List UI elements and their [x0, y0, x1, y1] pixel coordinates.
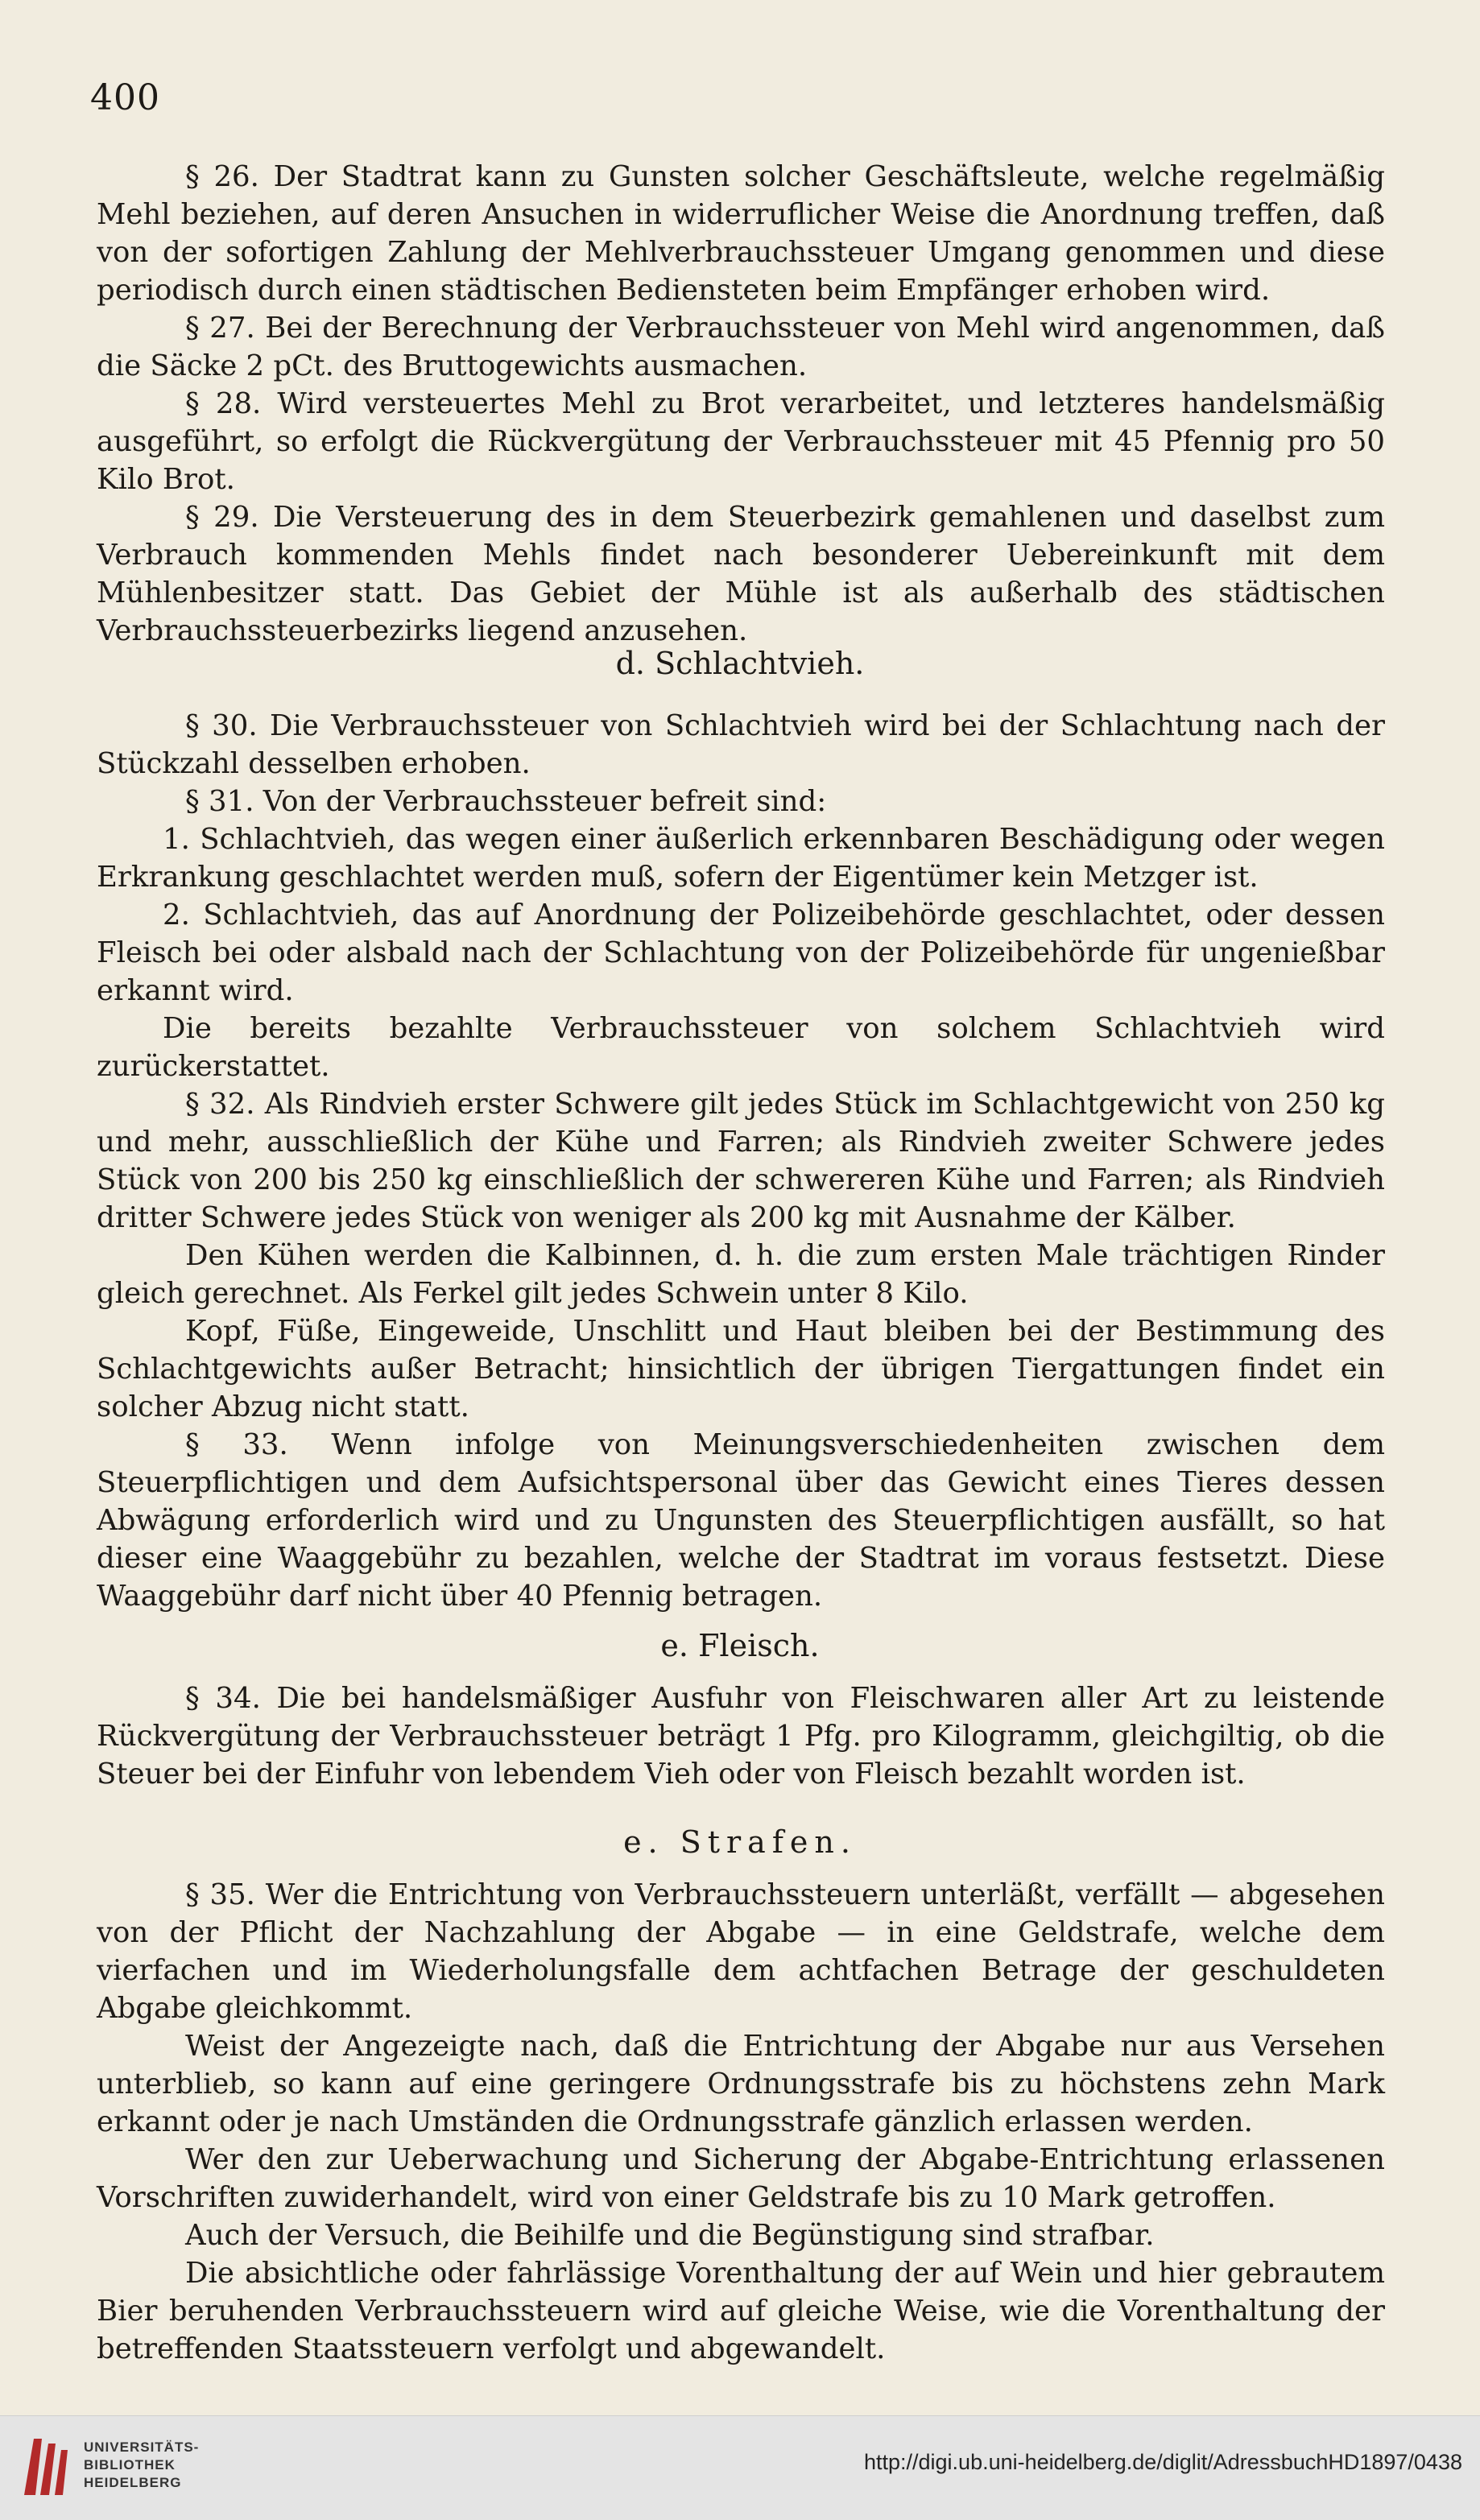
- paragraph-refund: Die bereits bezahlte Verbrauchssteuer von solchem Schlachtvieh wird zurückerstattet.: [97, 1012, 1385, 1083]
- heading-strafen: e. Strafen.: [623, 1824, 857, 1860]
- paragraph-30: § 30. Die Verbrauchssteuer von Schlachtvieh wird bei der Schlachtung nach der Stückzahl desselben erhoben.: [97, 709, 1385, 780]
- library-logo-text: [84, 2439, 199, 2492]
- paragraph-35-vorenthaltung: Die absichtliche oder fahrlässige Vorenthaltung der auf Wein und hier gebrautem Bier beruhenden Verbrauchssteuern wird auf gleiche Weise, wie die Vorenthaltung der betreffenden Staatssteuern verfolgt und abgewandelt.: [97, 2257, 1385, 2365]
- paragraph-31: § 31. Von der Verbrauchssteuer befreit sind:: [185, 785, 827, 818]
- logo-line-1: UNIVERSITÄTS-: [84, 2439, 200, 2455]
- section-block-mehl: [97, 158, 1385, 650]
- paragraph-33: § 33. Wenn infolge von Meinungsverschiedenheiten zwischen dem Steuerpflichtigen und dem Aufsichtspersonal über das Gewicht eines Tieres dessen Abwägung erforderlich wird und zu Ungunsten des Steuerpflichtigen ausfällt, so hat dieser eine Waaggebühr zu bezahlen, welche der Stadtrat im voraus festsetzt. Diese Waaggebühr darf nicht über 40 Pfennig betragen.: [97, 1428, 1385, 1613]
- paragraph-34: § 34. Die bei handelsmäßiger Ausfuhr von Fleischwaren aller Art zu leistende Rückvergütung der Verbrauchssteuer beträgt 1 Pfg. pro Kilogramm, gleichgiltig, ob die Steuer bei der Einfuhr von lebendem Vieh oder von Fleisch bezahlt worden ist.: [97, 1682, 1385, 1791]
- heading-schlachtvieh: d. Schlachtvieh.: [615, 646, 865, 681]
- paragraph-35: § 35. Wer die Entrichtung von Verbrauchssteuern unterläßt, verfällt — abgesehen von der Pflicht der Nachzahlung der Abgabe — in eine Geldstrafe, welche dem vierfachen und im Wiederholungsfalle dem achtfachen Betrage der geschuldeten Abgabe gleichkommt.: [97, 1878, 1385, 2025]
- paragraph-27: § 27. Bei der Berechnung der Verbrauchssteuer von Mehl wird angenommen, daß die Säcke 2 pCt. des Bruttogewichts ausmachen.: [97, 312, 1385, 382]
- paragraph-35-vorschriften: Wer den zur Ueberwachung und Sicherung der Abgabe-Entrichtung erlassenen Vorschriften zuwiderhandelt, wird von einer Geldstrafe bis zu 10 Mark getroffen.: [97, 2143, 1385, 2214]
- list-item-2: 2. Schlachtvieh, das auf Anordnung der Polizeibehörde geschlachtet, oder dessen Fleisch bei oder alsbald nach der Schlachtung von der Polizeibehörde für ungenießbar erkannt wird.: [97, 899, 1385, 1007]
- paragraph-32-kopf: Kopf, Füße, Eingeweide, Unschlitt und Haut bleiben bei der Bestimmung des Schlachtgewichts außer Betracht; hinsichtlich der übrigen Tiergattungen findet ein solcher Abzug nicht statt.: [97, 1315, 1385, 1423]
- list-item-1: 1. Schlachtvieh, das wegen einer äußerlich erkennbaren Beschädigung oder wegen Erkrankung geschlachtet werden muß, sofern der Eigentümer kein Metzger ist.: [97, 823, 1385, 894]
- logo-line-3: HEIDELBERG: [84, 2475, 182, 2490]
- section-block-fleisch: [97, 1679, 1385, 1793]
- paragraph-35-versehen: Weist der Angezeigte nach, daß die Entrichtung der Abgabe nur aus Versehen unterblieb, so kann auf eine geringere Ordnungsstrafe bis zu höchstens zehn Mark erkannt oder je nach Umständen die Ordnungsstrafe gänzlich erlassen werden.: [97, 2030, 1385, 2138]
- university-seal-icon: [18, 2432, 74, 2501]
- source-url-link[interactable]: http://digi.ub.uni-heidelberg.de/diglit/AdressbuchHD1897/0438: [863, 2450, 1462, 2474]
- paragraph-29: § 29. Die Versteuerung des in dem Steuerbezirk gemahlenen und daselbst zum Verbrauch kommenden Mehls findet nach besonderer Uebereinkunft mit dem Mühlenbesitzer statt. Das Gebiet der Mühle ist als außerhalb des städtischen Verbrauchssteuerbezirks liegend anzusehen.: [97, 501, 1385, 647]
- heading-fleisch: e. Fleisch.: [660, 1628, 820, 1663]
- section-block-schlachtvieh: [97, 707, 1385, 1615]
- paragraph-35-versuch: Auch der Versuch, die Beihilfe und die Begünstigung sind strafbar.: [185, 2219, 1155, 2252]
- viewer-footer: [0, 2415, 1480, 2520]
- paragraph-26: § 26. Der Stadtrat kann zu Gunsten solcher Geschäftsleute, welche regelmäßig Mehl beziehen, auf deren Ansuchen in widerruflicher Weise die Anordnung treffen, daß von der sofortigen Zahlung der Mehlverbrauchssteuer Umgang genommen und diese periodisch durch einen städtischen Bediensteten beim Empfänger erhoben wird.: [97, 160, 1385, 307]
- paragraph-32: § 32. Als Rindvieh erster Schwere gilt jedes Stück im Schlachtgewicht von 250 kg und mehr, ausschließlich der Kühe und Farren; als Rindvieh zweiter Schwere jedes Stück von 200 bis 250 kg einschließlich der schwereren Kühe und Farren; als Rindvieh dritter Schwere jedes Stück von weniger als 200 kg mit Ausnahme der Kälber.: [97, 1088, 1385, 1234]
- paragraph-28: § 28. Wird versteuertes Mehl zu Brot verarbeitet, und letzteres handelsmäßig ausgeführt, so erfolgt die Rückvergütung der Verbrauchssteuer mit 45 Pfennig pro 50 Kilo Brot.: [97, 387, 1385, 496]
- section-block-strafen: [97, 1876, 1385, 2368]
- page-number: 400: [90, 77, 160, 118]
- paragraph-32-kuehe: Den Kühen werden die Kalbinnen, d. h. die zum ersten Male trächtigen Rinder gleich gerechnet. Als Ferkel gilt jedes Schwein unter 8 Kilo.: [97, 1239, 1385, 1310]
- logo-line-2: BIBLIOTHEK: [84, 2457, 176, 2472]
